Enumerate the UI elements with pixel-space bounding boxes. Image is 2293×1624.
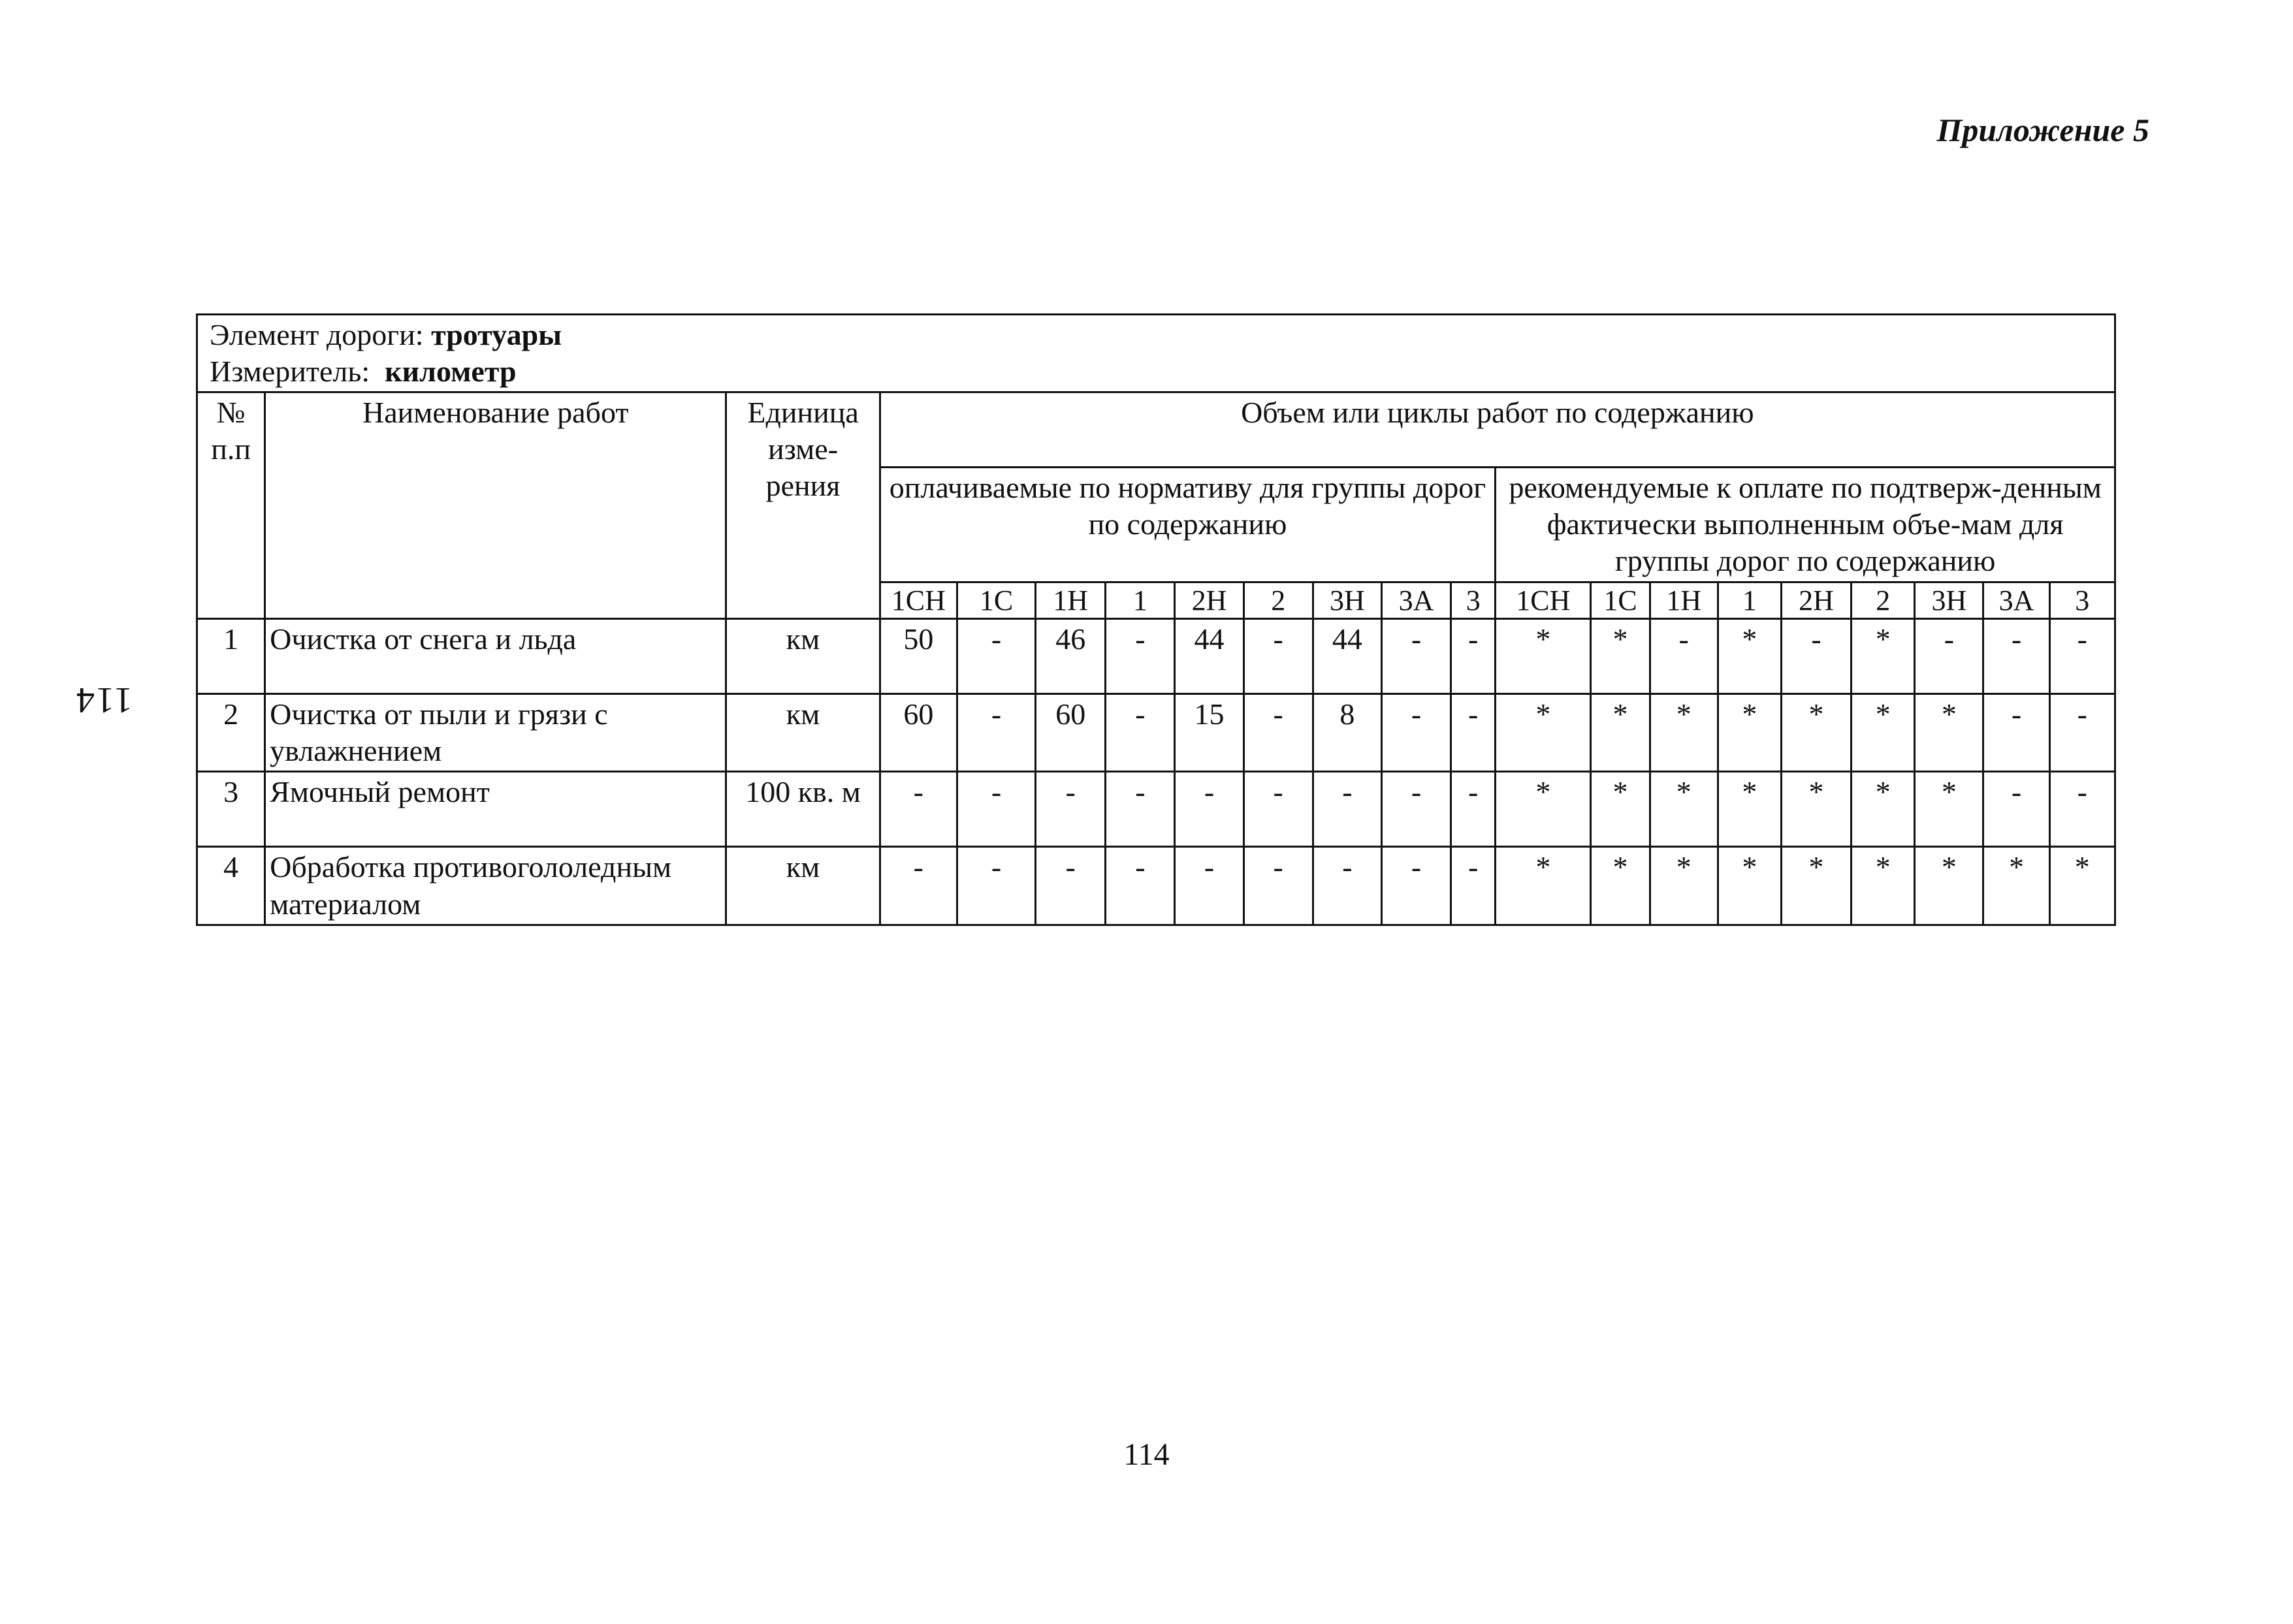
row-unit: 100 кв. м [726, 772, 880, 847]
paid-value: 60 [1036, 694, 1106, 772]
paid-value: - [1451, 694, 1496, 772]
paid-value: - [1175, 847, 1243, 925]
paid-value: - [1313, 772, 1381, 847]
code-cell: 2 [1243, 582, 1313, 619]
works-table [196, 313, 2116, 926]
code-cell: 2Н [1175, 582, 1243, 619]
code-cell: 3 [2049, 582, 2115, 619]
paid-value: 15 [1175, 694, 1243, 772]
col-name-header: Наименование работ [265, 392, 726, 619]
code-cell: 2Н [1781, 582, 1851, 619]
paid-value: 44 [1313, 619, 1381, 694]
rec-value: * [1591, 694, 1650, 772]
meter-label: Измеритель: [210, 355, 370, 389]
rec-value: * [1650, 847, 1718, 925]
paid-value: - [880, 772, 957, 847]
rec-value: - [1915, 619, 1983, 694]
rec-value: * [1718, 694, 1781, 772]
col-volume-header: Объем или циклы работ по содержанию [880, 392, 2115, 468]
row-unit: км [726, 619, 880, 694]
rec-value: - [2049, 619, 2115, 694]
rec-value: - [1650, 619, 1718, 694]
code-cell: 1 [1718, 582, 1781, 619]
rec-value: * [1781, 847, 1851, 925]
rec-value: * [1915, 847, 1983, 925]
rec-value: * [1718, 847, 1781, 925]
page-number: 114 [1123, 1437, 1170, 1472]
row-num: 1 [197, 619, 265, 694]
row-num: 3 [197, 772, 265, 847]
paid-value: - [1243, 694, 1313, 772]
paid-value: - [1243, 847, 1313, 925]
code-cell: 3Н [1313, 582, 1381, 619]
appendix-title: Приложение 5 [1936, 112, 2149, 148]
row-num: 2 [197, 694, 265, 772]
paid-value: - [1036, 847, 1106, 925]
table-row [197, 694, 2115, 772]
paid-value: - [1106, 772, 1175, 847]
paid-value: - [1106, 847, 1175, 925]
row-name: Очистка от пыли и грязи с увлажнением [265, 694, 726, 772]
paid-value: - [1381, 619, 1451, 694]
col-unit-header: Единица изме-рения [726, 392, 880, 619]
meter-value: километр [385, 355, 517, 389]
code-cell: 1Н [1036, 582, 1106, 619]
row-unit: км [726, 847, 880, 925]
rec-value: - [1781, 619, 1851, 694]
paid-value: - [957, 772, 1035, 847]
rec-value: - [1983, 619, 2049, 694]
code-cell: 1 [1106, 582, 1175, 619]
paid-value: 8 [1313, 694, 1381, 772]
paid-value: - [1381, 772, 1451, 847]
row-unit: км [726, 694, 880, 772]
paid-value: - [957, 619, 1035, 694]
paid-value: - [1381, 694, 1451, 772]
paid-value: 50 [880, 619, 957, 694]
margin-page-note: 114 [75, 680, 133, 720]
table-row [197, 619, 2115, 694]
rec-value: * [1650, 772, 1718, 847]
rec-value: * [1591, 847, 1650, 925]
code-cell: 3А [1983, 582, 2049, 619]
row-num: 4 [197, 847, 265, 925]
rec-value: * [1591, 772, 1650, 847]
rec-value: - [2049, 694, 2115, 772]
col-num-header: № п.п [197, 392, 265, 619]
code-cell: 1Н [1650, 582, 1718, 619]
paid-value: - [1036, 772, 1106, 847]
header-row-1 [197, 392, 2115, 468]
paid-value: - [1175, 772, 1243, 847]
paid-value: - [1243, 619, 1313, 694]
code-cell: 3 [1451, 582, 1496, 619]
rec-value: * [1591, 619, 1650, 694]
paid-value: - [1106, 694, 1175, 772]
paid-value: - [1106, 619, 1175, 694]
rec-value: * [1496, 772, 1591, 847]
group-recommended-header: рекомендуемые к оплате по подтверж-денным фактически выполненным объе-мам для группы дорог по содержанию [1496, 468, 2115, 582]
rec-value: - [1983, 772, 2049, 847]
rec-value: * [1650, 694, 1718, 772]
rec-value: * [1718, 619, 1781, 694]
element-label: Элемент дороги: [210, 318, 424, 351]
rec-value: * [1983, 847, 2049, 925]
rec-value: * [1781, 694, 1851, 772]
code-cell: 1С [1591, 582, 1650, 619]
group-paid-header: оплачиваемые по нормативу для группы дорог по содержанию [880, 468, 1496, 582]
row-name: Обработка противогололедным материалом [265, 847, 726, 925]
paid-value: - [1243, 772, 1313, 847]
table-row [197, 772, 2115, 847]
table-caption [197, 315, 2115, 392]
element-value: тротуары [431, 318, 562, 351]
paid-value: 44 [1175, 619, 1243, 694]
paid-value: - [1313, 847, 1381, 925]
rec-value: * [1852, 847, 1915, 925]
paid-value: - [1451, 847, 1496, 925]
rec-value: * [1496, 619, 1591, 694]
rec-value: - [2049, 772, 2115, 847]
rec-value: * [1852, 694, 1915, 772]
paid-value: 46 [1036, 619, 1106, 694]
paid-value: - [1381, 847, 1451, 925]
code-cell: 3Н [1915, 582, 1983, 619]
code-cell: 3А [1381, 582, 1451, 619]
paid-value: - [1451, 619, 1496, 694]
rec-value: * [1718, 772, 1781, 847]
rec-value: * [1496, 694, 1591, 772]
rec-value: * [1852, 619, 1915, 694]
paid-value: - [957, 847, 1035, 925]
rec-value: * [1852, 772, 1915, 847]
rec-value: * [1915, 772, 1983, 847]
rec-value: * [1781, 772, 1851, 847]
paid-value: - [957, 694, 1035, 772]
rec-value: * [2049, 847, 2115, 925]
code-cell: 1С [957, 582, 1035, 619]
meter-line [210, 353, 2110, 390]
code-cell: 2 [1852, 582, 1915, 619]
table-row [197, 847, 2115, 925]
paid-value: 60 [880, 694, 957, 772]
element-line [210, 317, 2110, 353]
paid-value: - [1451, 772, 1496, 847]
rec-value: * [1915, 694, 1983, 772]
code-cell: 1СН [880, 582, 957, 619]
code-cell: 1СН [1496, 582, 1591, 619]
rec-value: * [1496, 847, 1591, 925]
rec-value: - [1983, 694, 2049, 772]
row-name: Ямочный ремонт [265, 772, 726, 847]
table-caption-row [197, 315, 2115, 392]
row-name: Очистка от снега и льда [265, 619, 726, 694]
paid-value: - [880, 847, 957, 925]
